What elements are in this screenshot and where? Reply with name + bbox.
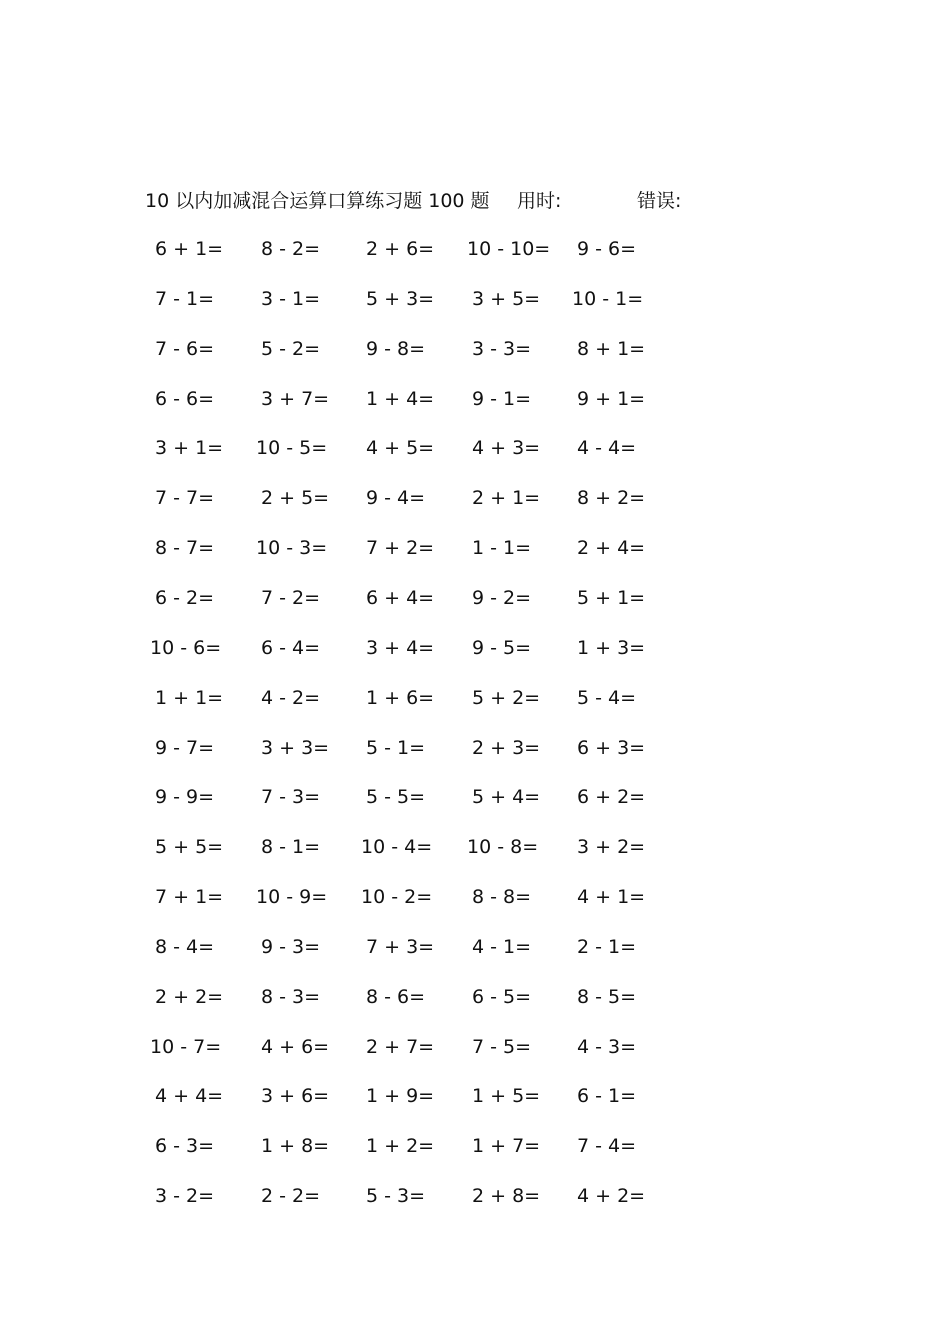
- problem-item: 10 - 3=: [256, 537, 328, 559]
- problem-item: 4 + 4=: [155, 1085, 224, 1107]
- problem-item: 2 + 8=: [472, 1185, 541, 1207]
- problem-item: 5 + 4=: [472, 786, 541, 808]
- problem-row: [0, 1032, 950, 1062]
- problem-item: 9 - 2=: [472, 587, 532, 609]
- problem-item: 4 + 2=: [577, 1185, 646, 1207]
- problem-item: 1 + 8=: [261, 1135, 330, 1157]
- problem-item: 1 + 4=: [366, 388, 435, 410]
- problem-item: 10 - 10=: [467, 238, 551, 260]
- problem-row: [0, 683, 950, 713]
- problem-row: [0, 583, 950, 613]
- problem-item: 8 + 2=: [577, 487, 646, 509]
- problem-item: 6 + 2=: [577, 786, 646, 808]
- problem-item: 7 - 2=: [261, 587, 321, 609]
- problem-item: 4 + 1=: [577, 886, 646, 908]
- problem-row: [0, 334, 950, 364]
- problem-item: 9 - 3=: [261, 936, 321, 958]
- problem-item: 4 - 1=: [472, 936, 532, 958]
- problem-item: 4 - 3=: [577, 1036, 637, 1058]
- problem-item: 10 - 6=: [150, 637, 222, 659]
- problem-item: 9 - 8=: [366, 338, 426, 360]
- problem-item: 3 + 1=: [155, 437, 224, 459]
- problem-item: 5 - 1=: [366, 737, 426, 759]
- problem-item: 4 - 2=: [261, 687, 321, 709]
- problem-item: 5 + 2=: [472, 687, 541, 709]
- problem-row: [0, 733, 950, 763]
- problem-item: 8 + 1=: [577, 338, 646, 360]
- problem-item: 7 + 2=: [366, 537, 435, 559]
- problem-item: 5 - 4=: [577, 687, 637, 709]
- problem-row: [0, 982, 950, 1012]
- problem-item: 2 - 1=: [577, 936, 637, 958]
- problem-item: 8 - 5=: [577, 986, 637, 1008]
- problem-item: 2 + 5=: [261, 487, 330, 509]
- problem-item: 2 + 7=: [366, 1036, 435, 1058]
- problem-item: 9 - 5=: [472, 637, 532, 659]
- problem-item: 6 - 1=: [577, 1085, 637, 1107]
- problem-item: 10 - 1=: [572, 288, 644, 310]
- problem-item: 3 + 6=: [261, 1085, 330, 1107]
- problem-item: 9 - 9=: [155, 786, 215, 808]
- problem-row: [0, 633, 950, 663]
- problem-item: 10 - 8=: [467, 836, 539, 858]
- time-label: 用时:: [517, 190, 562, 212]
- problem-row: [0, 932, 950, 962]
- problem-item: 8 - 8=: [472, 886, 532, 908]
- problem-item: 4 - 4=: [577, 437, 637, 459]
- problem-item: 3 + 4=: [366, 637, 435, 659]
- problem-row: [0, 284, 950, 314]
- problem-item: 6 + 3=: [577, 737, 646, 759]
- problem-item: 1 + 1=: [155, 687, 224, 709]
- problem-item: 8 - 4=: [155, 936, 215, 958]
- problem-item: 1 + 7=: [472, 1135, 541, 1157]
- problem-item: 6 + 4=: [366, 587, 435, 609]
- problem-item: 10 - 4=: [361, 836, 433, 858]
- problem-item: 8 - 1=: [261, 836, 321, 858]
- problem-item: 3 + 2=: [577, 836, 646, 858]
- problem-item: 10 - 9=: [256, 886, 328, 908]
- problem-item: 7 - 6=: [155, 338, 215, 360]
- problem-item: 7 + 1=: [155, 886, 224, 908]
- problem-item: 1 + 5=: [472, 1085, 541, 1107]
- problem-item: 1 + 9=: [366, 1085, 435, 1107]
- problem-item: 9 - 7=: [155, 737, 215, 759]
- problem-item: 10 - 2=: [361, 886, 433, 908]
- problem-item: 3 - 2=: [155, 1185, 215, 1207]
- problem-item: 10 - 7=: [150, 1036, 222, 1058]
- problem-row: [0, 1131, 950, 1161]
- problem-item: 8 - 3=: [261, 986, 321, 1008]
- problem-item: 2 - 2=: [261, 1185, 321, 1207]
- problem-row: [0, 533, 950, 563]
- problem-item: 7 - 5=: [472, 1036, 532, 1058]
- problem-row: [0, 1081, 950, 1111]
- problem-item: 8 - 7=: [155, 537, 215, 559]
- problem-item: 9 + 1=: [577, 388, 646, 410]
- problem-item: 6 - 5=: [472, 986, 532, 1008]
- problem-item: 7 - 4=: [577, 1135, 637, 1157]
- problem-row: [0, 384, 950, 414]
- error-label: 错误:: [637, 190, 682, 212]
- problem-item: 7 + 3=: [366, 936, 435, 958]
- problem-row: [0, 882, 950, 912]
- problem-item: 2 + 6=: [366, 238, 435, 260]
- problem-item: 8 - 6=: [366, 986, 426, 1008]
- problem-item: 4 + 6=: [261, 1036, 330, 1058]
- problem-row: [0, 483, 950, 513]
- problem-item: 7 - 3=: [261, 786, 321, 808]
- problem-item: 1 + 2=: [366, 1135, 435, 1157]
- problem-item: 5 + 5=: [155, 836, 224, 858]
- problem-item: 6 - 4=: [261, 637, 321, 659]
- problem-item: 6 + 1=: [155, 238, 224, 260]
- problem-item: 2 + 4=: [577, 537, 646, 559]
- problem-item: 9 - 1=: [472, 388, 532, 410]
- problem-item: 4 + 3=: [472, 437, 541, 459]
- problem-item: 3 - 3=: [472, 338, 532, 360]
- problem-item: 7 - 7=: [155, 487, 215, 509]
- problem-item: 6 - 3=: [155, 1135, 215, 1157]
- problem-item: 7 - 1=: [155, 288, 215, 310]
- problem-item: 2 + 2=: [155, 986, 224, 1008]
- problem-item: 4 + 5=: [366, 437, 435, 459]
- problem-item: 6 - 2=: [155, 587, 215, 609]
- problem-item: 9 - 6=: [577, 238, 637, 260]
- problem-item: 1 + 6=: [366, 687, 435, 709]
- problem-item: 3 + 5=: [472, 288, 541, 310]
- problem-item: 6 - 6=: [155, 388, 215, 410]
- problem-item: 2 + 1=: [472, 487, 541, 509]
- problem-item: 5 + 1=: [577, 587, 646, 609]
- problem-row: [0, 782, 950, 812]
- problem-item: 1 - 1=: [472, 537, 532, 559]
- problem-item: 5 - 2=: [261, 338, 321, 360]
- problem-row: [0, 1181, 950, 1211]
- problem-item: 8 - 2=: [261, 238, 321, 260]
- problem-row: [0, 433, 950, 463]
- problem-item: 5 - 3=: [366, 1185, 426, 1207]
- problem-item: 10 - 5=: [256, 437, 328, 459]
- problem-item: 3 + 7=: [261, 388, 330, 410]
- problem-item: 3 + 3=: [261, 737, 330, 759]
- problem-item: 5 + 3=: [366, 288, 435, 310]
- problem-item: 9 - 4=: [366, 487, 426, 509]
- worksheet-title: 10 以内加减混合运算口算练习题 100 题: [145, 190, 490, 212]
- problem-item: 2 + 3=: [472, 737, 541, 759]
- problem-item: 3 - 1=: [261, 288, 321, 310]
- problem-item: 5 - 5=: [366, 786, 426, 808]
- problem-item: 1 + 3=: [577, 637, 646, 659]
- problem-row: [0, 832, 950, 862]
- problem-row: [0, 234, 950, 264]
